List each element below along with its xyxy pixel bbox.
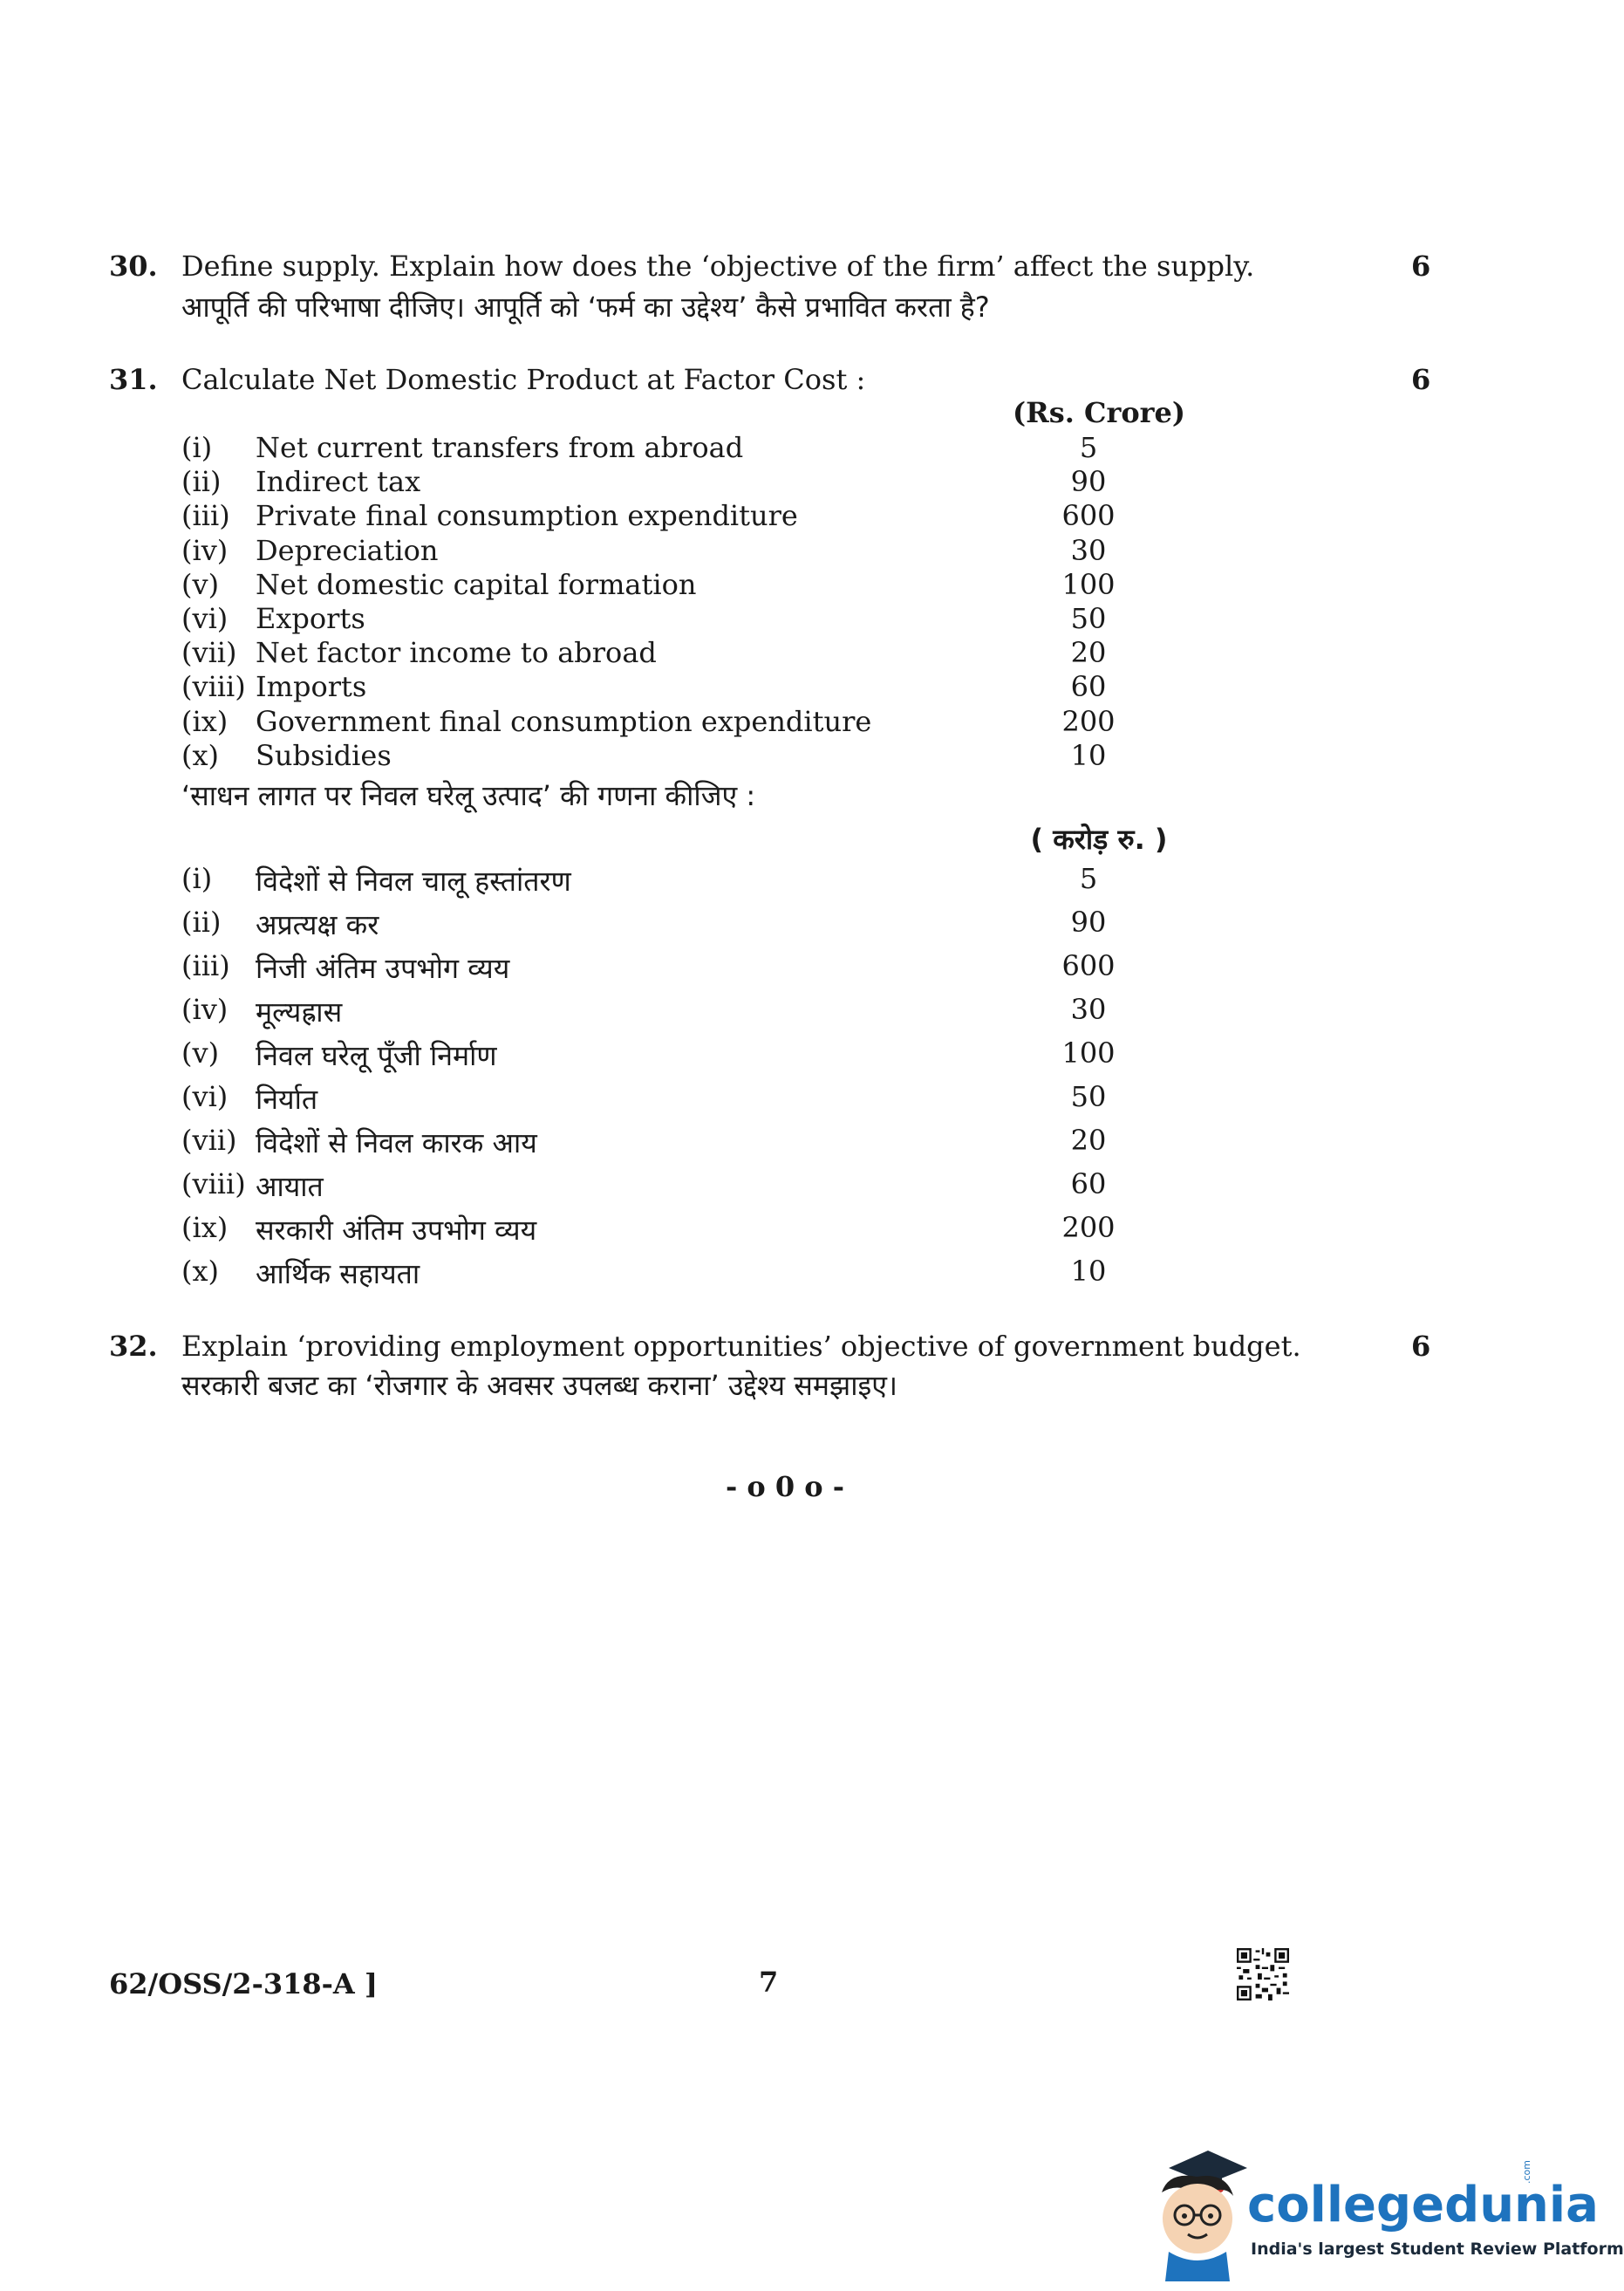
- q31-hi-item-label: आयात: [256, 1170, 324, 1203]
- watermark-suffix: .com: [1521, 2160, 1532, 2184]
- q31-en-row: [181, 636, 1150, 671]
- q31-hi-item-number: (viii): [181, 1167, 246, 1200]
- q31-number: 31.: [109, 363, 158, 396]
- q31-en-item-number: (vi): [181, 602, 229, 635]
- q31-text-hi: ‘साधन लागत पर निवल घरेलू उत्पाद’ की गणना कीजिए :: [181, 779, 756, 812]
- q31-hi-row: [181, 1167, 1150, 1202]
- q31-en-row: [181, 568, 1150, 603]
- q31-text-en: Calculate Net Domestic Product at Factor Cost :: [181, 363, 866, 396]
- q31-hi-row: [181, 1124, 1150, 1159]
- q31-hi-item-value: 50: [1070, 1080, 1107, 1113]
- q31-hi-item-label: निवल घरेलू पूँजी निर्माण: [256, 1039, 497, 1072]
- q31-unit-en: (Rs. Crore): [1012, 396, 1186, 429]
- q30-text-en: Define supply. Explain how does the ‘objective of the firm’ affect the supply.: [181, 250, 1255, 283]
- q31-hi-item-value: 30: [1070, 993, 1107, 1026]
- q31-hi-item-label: विदेशों से निवल चालू हस्तांतरण: [256, 865, 571, 898]
- q31-en-row: [181, 705, 1150, 740]
- q31-en-row: [181, 465, 1150, 500]
- q31-hi-item-number: (iv): [181, 993, 229, 1026]
- q31-hi-item-number: (vii): [181, 1124, 237, 1157]
- q31-hi-row: [181, 1255, 1150, 1289]
- q30-marks: 6: [1411, 250, 1431, 283]
- q31-hi-item-number: (ix): [181, 1211, 229, 1244]
- q31-en-item-label: Depreciation: [256, 533, 439, 567]
- watermark-tagline: India's largest Student Review Platform: [1251, 2240, 1624, 2259]
- q31-marks: 6: [1411, 363, 1431, 396]
- q30-number: 30.: [109, 250, 158, 283]
- q31-hi-item-number: (vi): [181, 1080, 229, 1113]
- paper-code: 62/OSS/2-318-A ]: [109, 1967, 379, 2000]
- q31-hi-item-value: 600: [1061, 949, 1116, 982]
- q32-text-en: Explain ‘providing employment opportunities’ objective of government budget.: [181, 1330, 1301, 1363]
- q31-en-item-number: (iv): [181, 533, 229, 567]
- q31-en-row: [181, 534, 1150, 569]
- q31-hi-item-value: 20: [1070, 1124, 1107, 1157]
- q31-en-item-number: (x): [181, 738, 220, 772]
- q31-en-item-value: 20: [1070, 636, 1107, 670]
- q31-en-item-label: Indirect tax: [256, 465, 421, 499]
- q31-hi-row: [181, 1080, 1150, 1115]
- q31-en-item-number: (iii): [181, 499, 230, 533]
- q31-en-item-value: 600: [1061, 499, 1116, 533]
- q31-hi-row: [181, 1036, 1150, 1071]
- qr-code-icon: [1237, 1948, 1289, 2000]
- q31-hi-item-number: (i): [181, 862, 213, 895]
- q31-en-item-label: Private final consumption expenditure: [256, 499, 798, 533]
- q31-hi-item-value: 10: [1070, 1255, 1107, 1288]
- q31-en-item-label: Government final consumption expenditure: [256, 704, 872, 738]
- q31-hi-item-value: 60: [1070, 1167, 1107, 1200]
- q31-en-row: [181, 670, 1150, 705]
- q31-en-item-label: Net current transfers from abroad: [256, 431, 744, 464]
- q31-en-row: [181, 431, 1150, 466]
- q31-en-item-number: (viii): [181, 670, 246, 704]
- q31-hi-row: [181, 862, 1150, 897]
- q31-en-item-value: 100: [1061, 567, 1116, 601]
- q31-en-item-label: Imports: [256, 670, 367, 704]
- q31-en-row: [181, 602, 1150, 637]
- q31-hi-item-number: (v): [181, 1036, 220, 1070]
- q31-en-item-label: Net domestic capital formation: [256, 567, 697, 601]
- q31-en-item-number: (i): [181, 431, 213, 464]
- q31-hi-item-value: 90: [1070, 906, 1107, 939]
- q31-hi-item-value: 5: [1079, 862, 1098, 895]
- q31-hi-item-value: 100: [1061, 1036, 1116, 1070]
- q31-hi-item-label: आर्थिक सहायता: [256, 1257, 420, 1290]
- q31-en-item-number: (vii): [181, 636, 237, 670]
- q31-hi-item-value: 200: [1061, 1211, 1116, 1244]
- q31-en-item-value: 90: [1070, 465, 1107, 499]
- q31-hi-item-label: मूल्यह्रास: [256, 995, 343, 1029]
- q31-en-row: [181, 499, 1150, 534]
- q32-marks: 6: [1411, 1330, 1431, 1363]
- q31-unit-hi: ( करोड़ रु. ): [1030, 823, 1168, 856]
- q31-hi-item-number: (iii): [181, 949, 230, 982]
- q31-hi-item-label: निर्यात: [256, 1083, 318, 1116]
- q32-text-hi: सरकारी बजट का ‘रोजगार के अवसर उपलब्ध कराना’ उद्देश्य समझाइए।: [181, 1369, 898, 1402]
- page-number: 7: [759, 1966, 779, 1999]
- q31-en-item-value: 50: [1070, 602, 1107, 635]
- q31-en-row: [181, 739, 1150, 774]
- q31-en-item-label: Exports: [256, 602, 365, 635]
- q31-hi-item-label: अप्रत्यक्ष कर: [256, 908, 379, 941]
- q31-hi-row: [181, 1211, 1150, 1246]
- q32-number: 32.: [109, 1330, 158, 1363]
- q31-en-item-value: 30: [1070, 533, 1107, 567]
- end-mark: - o 0 o -: [725, 1470, 845, 1503]
- q31-hi-item-label: निजी अंतिम उपभोग व्यय: [256, 952, 510, 985]
- q31-en-item-number: (ii): [181, 465, 222, 499]
- q31-hi-row: [181, 993, 1150, 1028]
- q31-en-item-label: Net factor income to abroad: [256, 636, 657, 670]
- q31-en-item-value: 10: [1070, 738, 1107, 772]
- q30-text-hi: आपूर्ति की परिभाषा दीजिए। आपूर्ति को ‘फर्म का उद्देश्य’ कैसे प्रभावित करता है?: [181, 291, 990, 324]
- q31-hi-item-number: (x): [181, 1255, 220, 1288]
- q31-hi-row: [181, 906, 1150, 940]
- collegedunia-watermark: [1143, 2142, 1624, 2281]
- q31-en-item-number: (v): [181, 567, 220, 601]
- q31-en-item-number: (ix): [181, 704, 229, 738]
- watermark-brand: collegedunia: [1247, 2177, 1599, 2233]
- q31-en-item-value: 60: [1070, 670, 1107, 704]
- student-mascot-icon: [1143, 2142, 1256, 2281]
- q31-hi-item-label: विदेशों से निवल कारक आय: [256, 1126, 537, 1159]
- q31-hi-item-number: (ii): [181, 906, 222, 939]
- q31-en-item-value: 5: [1079, 431, 1098, 464]
- q31-hi-item-label: सरकारी अंतिम उपभोग व्यय: [256, 1214, 537, 1247]
- q31-en-item-label: Subsidies: [256, 738, 392, 772]
- q31-hi-row: [181, 949, 1150, 984]
- q31-en-item-value: 200: [1061, 704, 1116, 738]
